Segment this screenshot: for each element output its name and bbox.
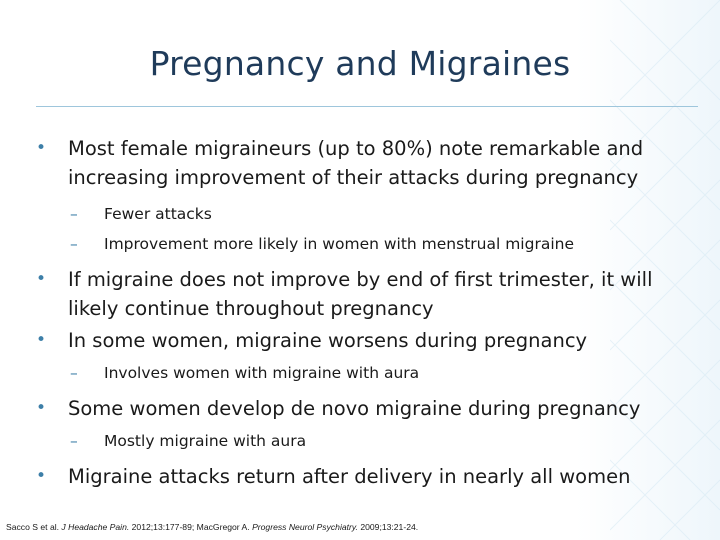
bullet-icon: • (36, 269, 47, 289)
bullet-text: Some women develop de novo migraine during pregnancy (68, 397, 641, 420)
citation-author-2: MacGregor A. (196, 522, 250, 532)
slide-title: Pregnancy and Migraines (149, 44, 571, 83)
bullet-icon: • (36, 398, 47, 418)
sub-bullet-text: Involves women with migraine with aura (104, 364, 420, 382)
reference-citation (6, 522, 418, 532)
sub-bullet-text: Mostly migraine with aura (104, 432, 307, 450)
bullet-text: If migraine does not improve by end of first trimester, it will likely continue throughout pregnancy (68, 268, 653, 320)
sub-bullet-text: Improvement more likely in women with menstrual migraine (104, 235, 574, 253)
citation-ref-1: 2012;13:177-89; (131, 522, 195, 532)
bullet-point-4 (28, 394, 688, 423)
dash-icon: – (70, 432, 78, 450)
citation-journal-1: J Headache Pain. (61, 522, 130, 532)
bullet-list (28, 134, 688, 494)
dash-icon: – (70, 205, 78, 223)
bullet-icon: • (36, 466, 47, 486)
bullet-point-5 (28, 462, 688, 491)
citation-journal-2: Progress Neurol Psychiatry. (252, 522, 358, 532)
bullet-point-3 (28, 326, 688, 355)
bullet-icon: • (36, 138, 47, 158)
sub-bullet-3-1 (28, 358, 688, 388)
bullet-text: Migraine attacks return after delivery in nearly all women (68, 465, 631, 488)
bullet-point-2 (28, 265, 688, 323)
sub-bullet-1-1 (28, 199, 688, 229)
sub-bullet-text: Fewer attacks (104, 205, 212, 223)
dash-icon: – (70, 364, 78, 382)
bullet-text: Most female migraineurs (up to 80%) note remarkable and increasing improvement of their attacks during pregnancy (68, 137, 644, 189)
sub-bullet-1-2 (28, 229, 688, 259)
bullet-point-1 (28, 134, 688, 192)
citation-ref-2: 2009;13:21-24. (360, 522, 419, 532)
citation-author-1: Sacco S et al. (6, 522, 60, 532)
sub-bullet-4-1 (28, 426, 688, 456)
bullet-icon: • (36, 330, 47, 350)
bullet-text: In some women, migraine worsens during pregnancy (68, 329, 588, 352)
title-divider (36, 106, 698, 107)
dash-icon: – (70, 235, 78, 253)
